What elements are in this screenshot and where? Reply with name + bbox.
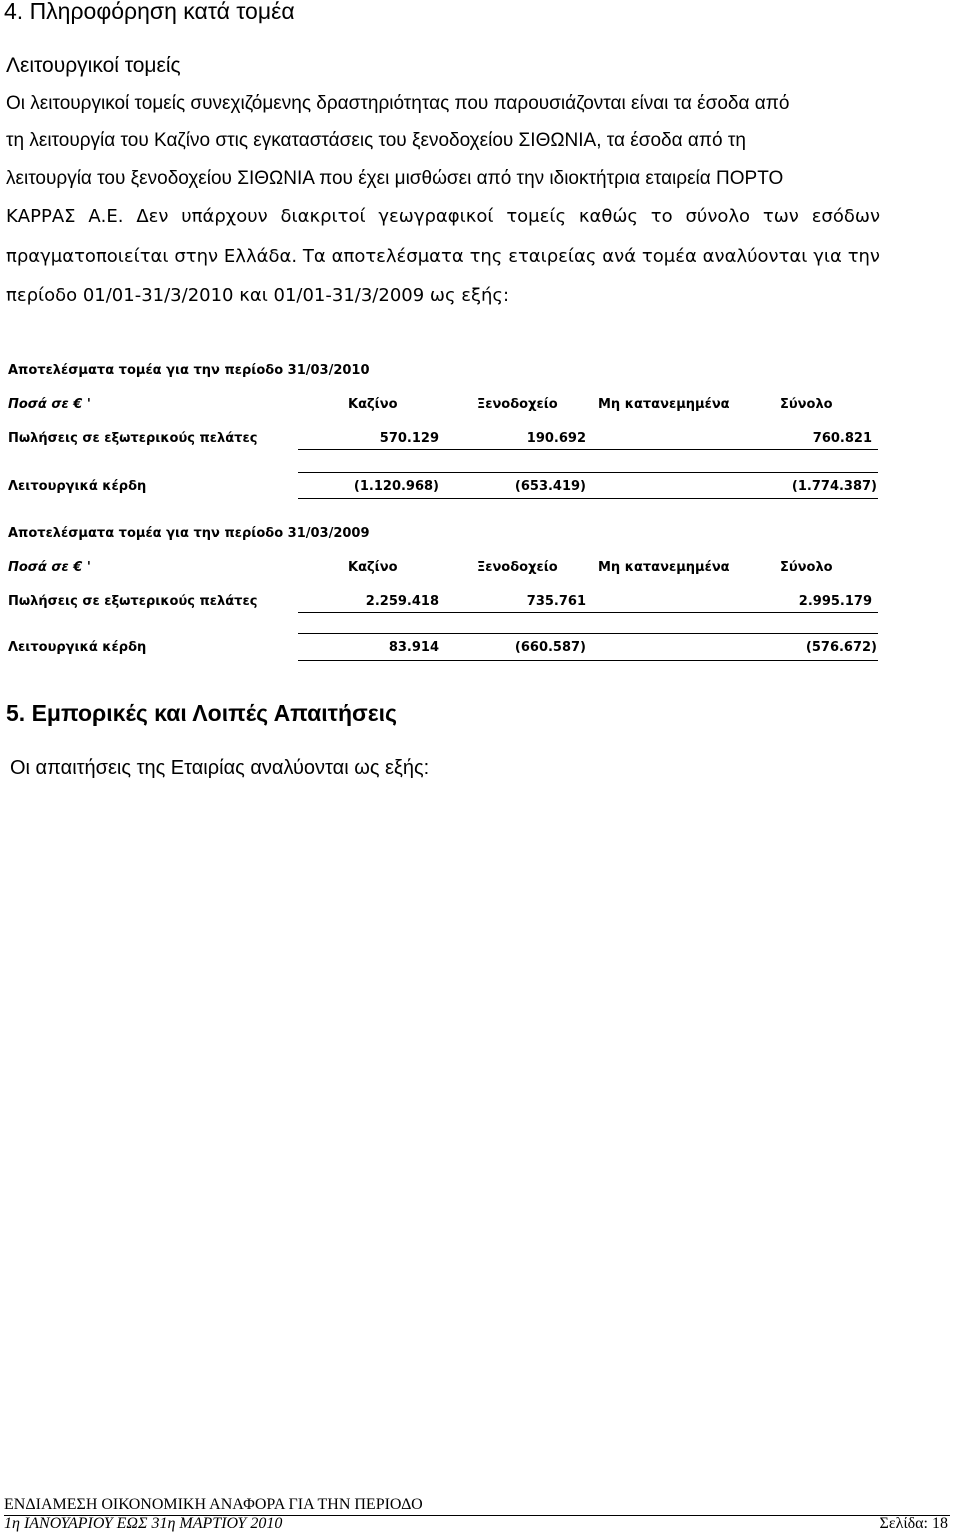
casino-header: Καζίνο xyxy=(348,397,398,412)
page-number: Σελίδα: 18 xyxy=(879,1515,948,1532)
cell-total: 2.995.179 xyxy=(798,594,872,609)
table-rule xyxy=(298,472,878,473)
paragraph-line: πραγματοποιείται στην Ελλάδα. Τα αποτελέσματα της εταιρείας ανά τομέα αναλύονται για την xyxy=(6,246,880,267)
cell-total: (1.774.387) xyxy=(791,479,877,494)
section-5-title: 5. Εμπορικές και Λοιπές Απαιτήσεις xyxy=(6,700,397,726)
paragraph-line: περίοδο 01/01-31/3/2010 και 01/01-31/3/2009 ως εξής: xyxy=(6,285,510,306)
cell-casino: 2.259.418 xyxy=(365,594,439,609)
section-4-title: 4. Πληροφόρηση κατά τομέα xyxy=(4,0,295,24)
casino-header: Καζίνο xyxy=(348,560,398,575)
amount-header: Ποσά σε € ' xyxy=(8,560,91,575)
table-2009-caption: Αποτελέσματα τομέα για την περίοδο 31/03/2009 xyxy=(8,526,370,541)
total-header: Σύνολο xyxy=(780,397,833,412)
paragraph-line: λειτουργία του ξενοδοχείου ΣΙΘΩΝΙΑ που έχει μισθώσει από την ιδιοκτήτρια εταιρεία ΠΟΡΤΟ xyxy=(6,168,784,189)
amount-header: Ποσά σε € ' xyxy=(8,397,91,412)
paragraph-line: τη λειτουργία του Καζίνο στις εγκαταστάσεις του ξενοδοχείου ΣΙΘΩΝΙΑ, τα έσοδα από τη xyxy=(6,130,746,151)
table-rule xyxy=(298,660,878,661)
sales-row-label: Πωλήσεις σε εξωτερικούς πελάτες xyxy=(8,431,258,446)
cell-hotel: (653.419) xyxy=(514,479,586,494)
cell-casino: (1.120.968) xyxy=(353,479,439,494)
table-rule xyxy=(298,449,878,450)
footer-period: 1η ΙΑΝΟΥΑΡΙΟΥ ΕΩΣ 31η ΜΑΡΤΙΟΥ 2010 xyxy=(4,1515,283,1532)
cell-total: 760.821 xyxy=(812,431,872,446)
cell-casino: 570.129 xyxy=(379,431,439,446)
cell-total: (576.672) xyxy=(805,640,877,655)
table-rule xyxy=(298,498,878,499)
section-4-subtitle: Λειτουργικοί τομείς xyxy=(6,54,181,77)
table-rule xyxy=(298,612,878,613)
table-rule xyxy=(298,633,878,634)
cell-hotel: 735.761 xyxy=(526,594,586,609)
operating-profit-row-label: Λειτουργικά κέρδη xyxy=(8,479,147,494)
cell-casino: 83.914 xyxy=(388,640,439,655)
paragraph-line: Οι λειτουργικοί τομείς συνεχιζόμενης δραστηριότητας που παρουσιάζονται είναι τα έσοδα από xyxy=(6,93,790,114)
hotel-header: Ξενοδοχείο xyxy=(477,397,558,412)
paragraph-line: ΚΑΡΡΑΣ Α.Ε. Δεν υπάρχουν διακριτοί γεωγραφικοί τομείς καθώς το σύνολο των εσόδων xyxy=(6,206,880,227)
table-2010-caption: Αποτελέσματα τομέα για την περίοδο 31/03/2010 xyxy=(8,363,370,378)
footer-report-title: ΕΝΔΙΑΜΕΣΗ ΟΙΚΟΝΟΜΙΚΗ ΑΝΑΦΟΡΑ ΓΙΑ ΤΗΝ ΠΕΡΙΟΔΟ xyxy=(4,1496,423,1513)
section-5-paragraph: Οι απαιτήσεις της Εταιρίας αναλύονται ως εξής: xyxy=(10,757,430,779)
cell-hotel: (660.587) xyxy=(514,640,586,655)
sales-row-label: Πωλήσεις σε εξωτερικούς πελάτες xyxy=(8,594,258,609)
cell-hotel: 190.692 xyxy=(526,431,586,446)
operating-profit-row-label: Λειτουργικά κέρδη xyxy=(8,640,147,655)
hotel-header: Ξενοδοχείο xyxy=(477,560,558,575)
total-header: Σύνολο xyxy=(780,560,833,575)
unallocated-header: Μη κατανεμημένα xyxy=(598,397,730,412)
unallocated-header: Μη κατανεμημένα xyxy=(598,560,730,575)
